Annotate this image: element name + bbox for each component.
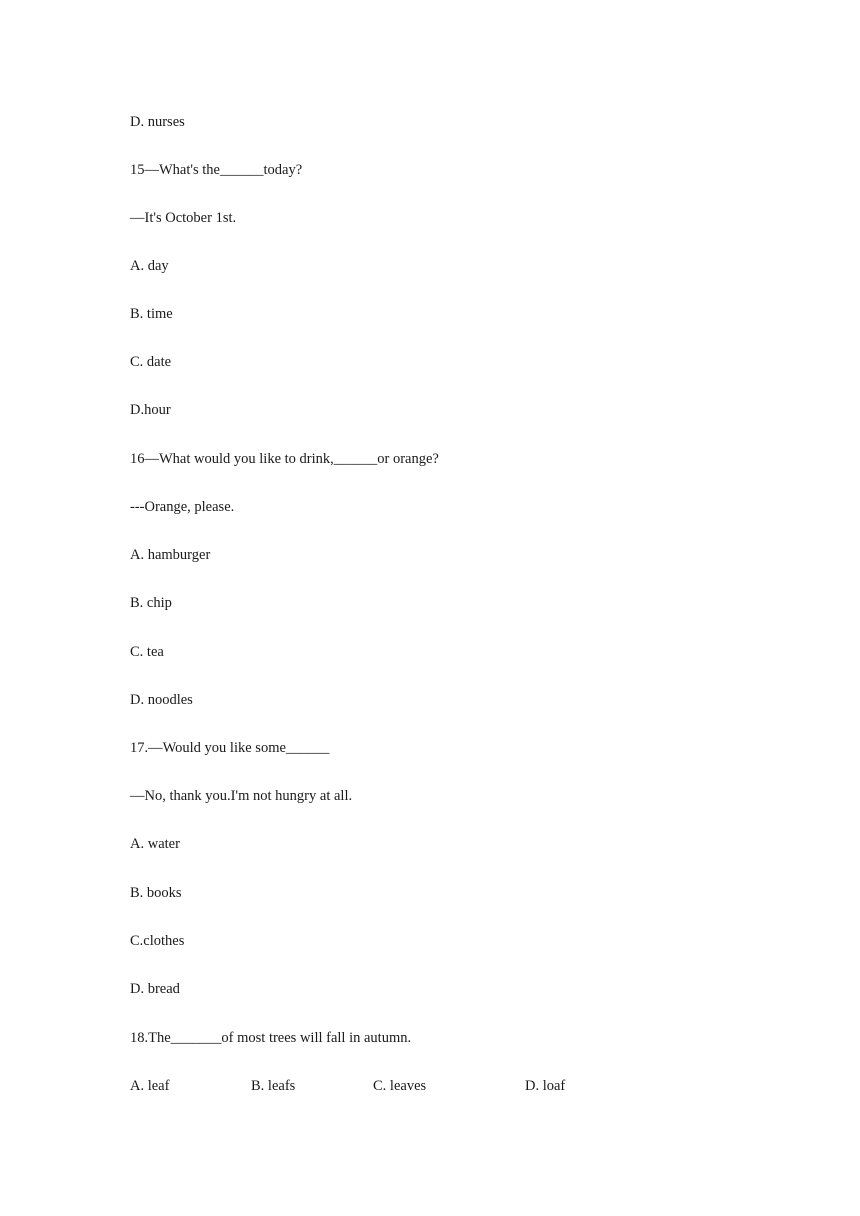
q18-option-d: D. loaf xyxy=(525,1078,566,1094)
q14-option-d: D. nurses xyxy=(130,114,185,130)
q15-question: 15—What's the______today? xyxy=(130,162,303,178)
q16-option-a: A. hamburger xyxy=(130,547,211,563)
q18-option-a: A. leaf xyxy=(130,1078,170,1094)
q18-question: 18.The_______of most trees will fall in autumn. xyxy=(130,1030,412,1046)
q17-option-c: C.clothes xyxy=(130,933,185,949)
q17-option-b: B. books xyxy=(130,885,182,901)
q15-option-a: A. day xyxy=(130,258,169,274)
q15-answer-line: —It's October 1st. xyxy=(130,210,237,226)
q16-question: 16—What would you like to drink,______or orange? xyxy=(130,451,439,467)
q16-option-d: D. noodles xyxy=(130,692,193,708)
q17-answer-line: —No, thank you.I'm not hungry at all. xyxy=(130,788,353,804)
q16-answer-line: ---Orange, please. xyxy=(130,499,235,515)
q16-option-b: B. chip xyxy=(130,595,172,611)
q16-option-c: C. tea xyxy=(130,644,164,660)
q15-option-d: D.hour xyxy=(130,402,171,418)
q17-question: 17.—Would you like some______ xyxy=(130,740,330,756)
q15-option-b: B. time xyxy=(130,306,173,322)
q17-option-a: A. water xyxy=(130,836,180,852)
q18-option-c: C. leaves xyxy=(373,1078,427,1094)
q18-option-b: B. leafs xyxy=(251,1078,296,1094)
q17-option-d: D. bread xyxy=(130,981,180,997)
q15-option-c: C. date xyxy=(130,354,172,370)
